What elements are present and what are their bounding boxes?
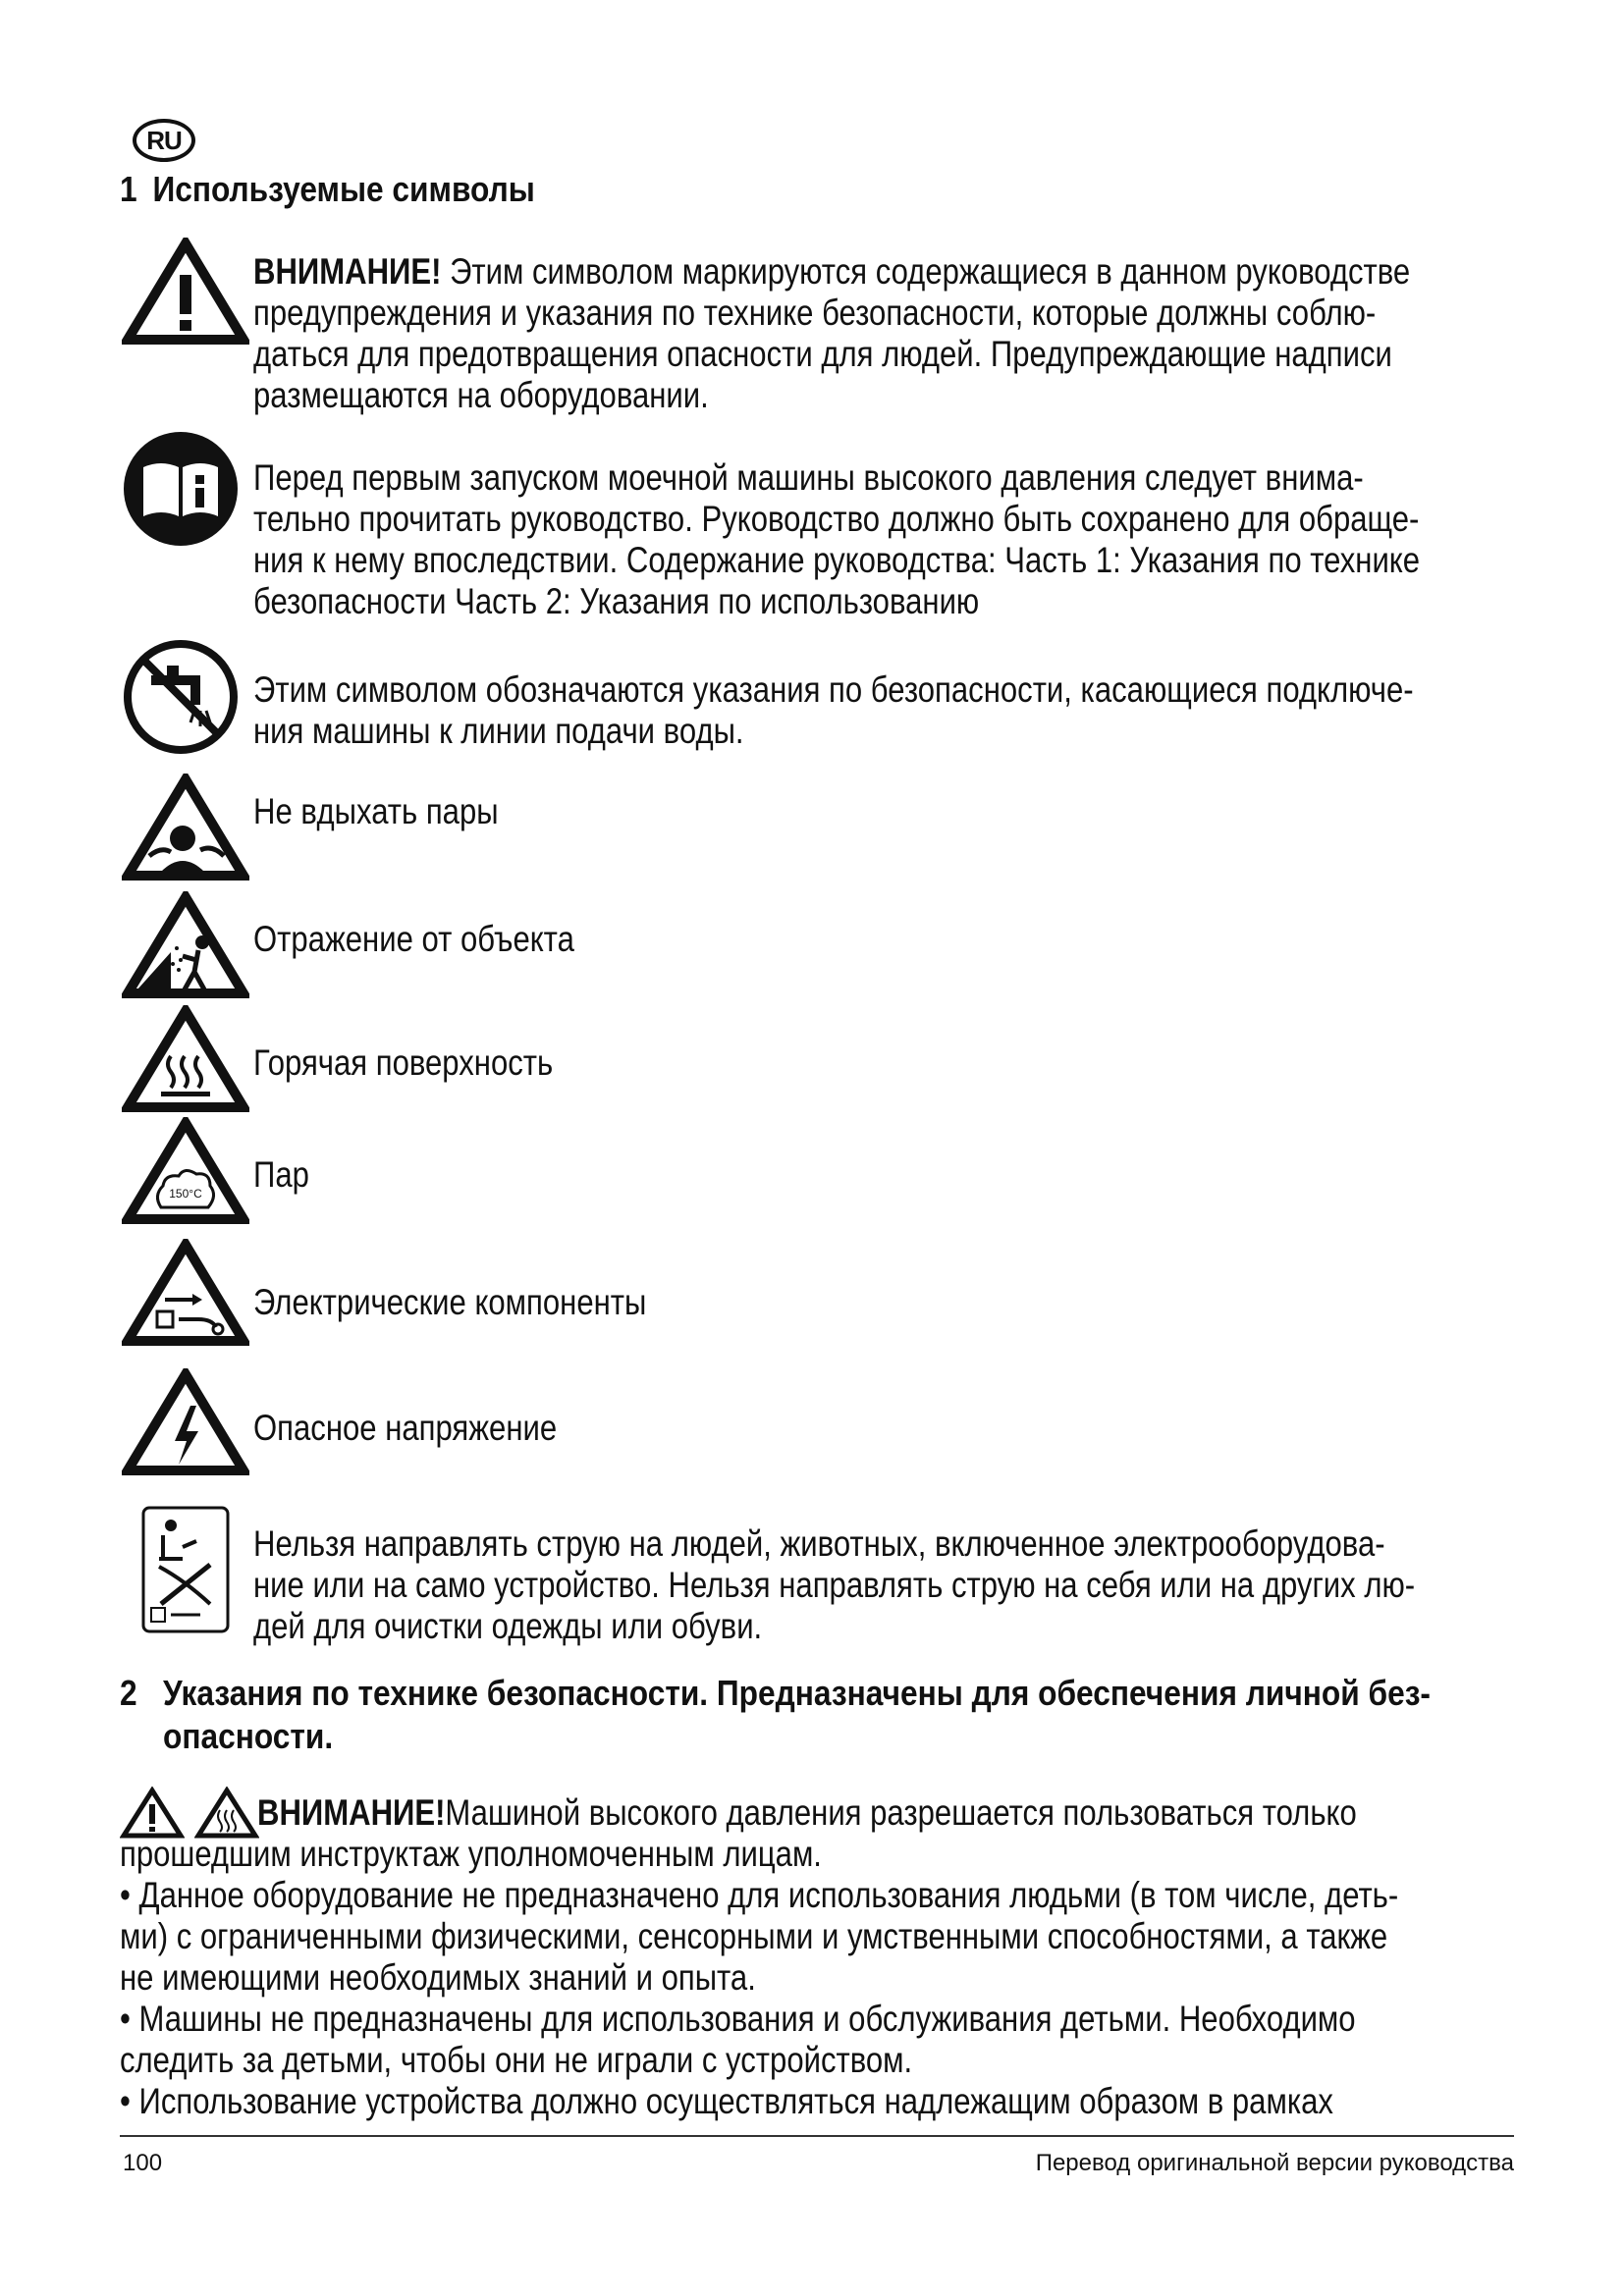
electrical-components-icon xyxy=(122,1239,249,1347)
page-number: 100 xyxy=(123,2150,163,2176)
symbol-no-spray-description: Нельзя направлять струю на людей, животных, включенное электрооборудова- ние или на само устройство. Нельзя направлять струю на себя или на других лю- дей для очистки одежды или обуви. xyxy=(253,1523,1416,1646)
symbol-steam-description: Пар xyxy=(253,1154,309,1195)
section-2-warning-text: ВНИМАНИЕ!Машиной высокого давления разрешается пользоваться только xyxy=(257,1792,1357,1833)
bullet-1: • Данное оборудование не предназначено для использования людьми (в том числе, деть- ми) с ограниченными физическими, сенсорными и умственными способностями, а также не имеющими необходимых знаний и опыта. xyxy=(120,1875,1399,1998)
section-2-heading: 2 Указания по технике безопасности. Предназначены для обеспечения личной без- опасности. xyxy=(120,1673,1431,1756)
footer-divider xyxy=(120,2135,1514,2137)
symbol-manual-description: Перед первым запуском моечной машины высокого давления следует внима- тельно прочитать руководство. Руководство должно быть сохранено для обраще- ния к нему впоследствии. Содержание руководства: Часть 1: Указания по технике безопасности Часть 2: Указания по использованию xyxy=(253,457,1421,621)
warning-triangle-icon xyxy=(122,238,249,346)
symbol-warning-description: ВНИМАНИЕ! Этим символом маркируются содержащиеся в данном руководстве предупреждения и указания по технике безопасности, которые должны соблю- даться для предотвращения опасности для людей. Предупреждающие надписи размещаются на оборудовании. xyxy=(253,251,1411,415)
warning-triangle-icon xyxy=(120,1787,185,1840)
symbol-fumes-description: Не вдыхать пары xyxy=(253,791,499,831)
steam-icon xyxy=(122,1117,249,1225)
section-2-warning-text-continued: прошедшим инструктаж уполномоченным лицам. xyxy=(120,1834,822,1874)
no-spray-at-people-icon xyxy=(141,1506,230,1633)
symbol-hot-surface-description: Горячая поверхность xyxy=(253,1042,554,1083)
footer-document-title: Перевод оригинальной версии руководства xyxy=(1035,2150,1514,2176)
section-title: Используемые символы xyxy=(152,169,535,209)
section-number: 2 xyxy=(120,1673,137,1713)
symbol-water-description: Этим символом обозначаются указания по безопасности, касающиеся подключе- ния машины к линии подачи воды. xyxy=(253,669,1414,751)
object-rebound-icon xyxy=(122,891,249,999)
bullet-2: • Машины не предназначены для использования и обслуживания детьми. Необходимо следить за детьми, чтобы они не играли с устройством. xyxy=(120,1999,1356,2080)
symbol-rebound-description: Отражение от объекта xyxy=(253,919,574,959)
steam-temperature-label: 150°C xyxy=(169,1187,202,1201)
section-number: 1 xyxy=(120,169,137,209)
symbol-electrical-description: Электрические компоненты xyxy=(253,1282,647,1322)
no-water-connection-icon xyxy=(122,638,240,756)
language-badge: RU xyxy=(133,119,195,162)
dangerous-voltage-icon xyxy=(122,1368,249,1476)
symbol-voltage-description: Опасное напряжение xyxy=(253,1408,558,1448)
section-2-warning-icons xyxy=(120,1787,269,1840)
hot-surface-icon xyxy=(122,1005,249,1113)
read-manual-icon xyxy=(122,430,240,548)
warning-label: ВНИМАНИЕ! xyxy=(253,251,442,292)
hot-surface-icon xyxy=(194,1787,259,1840)
do-not-inhale-fumes-icon xyxy=(122,774,249,881)
section-1-heading xyxy=(120,169,535,210)
bullet-3: • Использование устройства должно осуществляться надлежащим образом в рамках xyxy=(120,2081,1333,2121)
warning-label: ВНИМАНИЕ! xyxy=(257,1792,446,1833)
